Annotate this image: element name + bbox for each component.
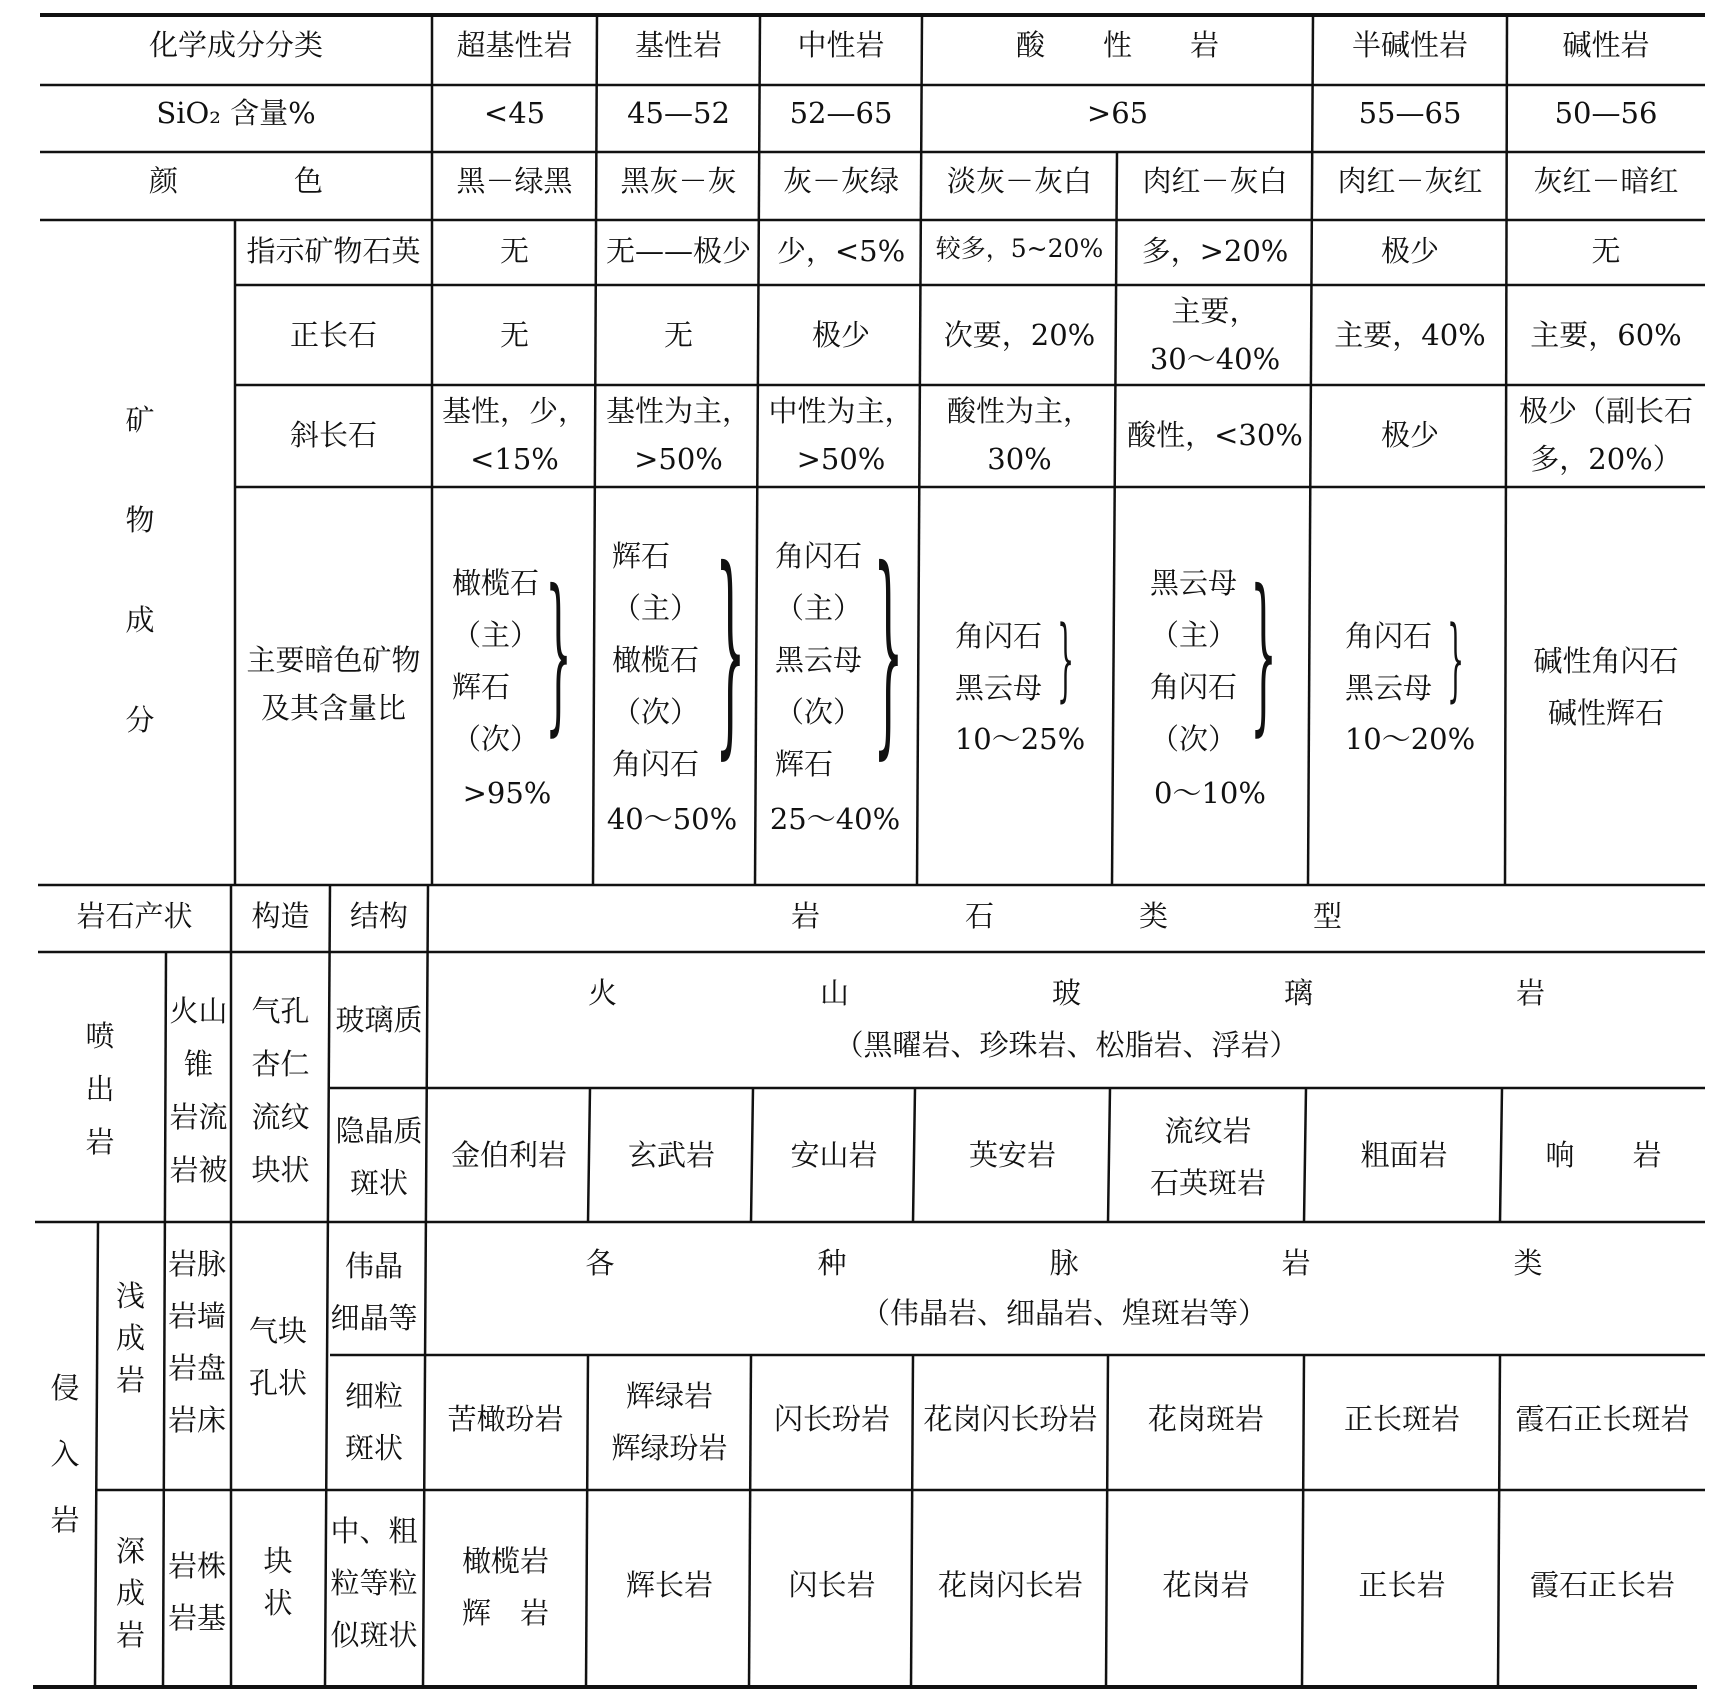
header-type-intermediate: 中性岩 bbox=[797, 28, 885, 62]
dark-mineral-names: 橄榄石 （主） 辉石 （次） bbox=[452, 566, 540, 756]
color-value: 黑－绿黑 bbox=[456, 164, 573, 198]
quartz-value: 无 bbox=[499, 234, 529, 268]
hypabyssal-rock: 闪长玢岩 bbox=[773, 1402, 890, 1436]
dike-texture: 伟晶 细晶等 bbox=[330, 1249, 418, 1335]
plutonic-texture: 中、粗 粒等粒 似斑状 bbox=[330, 1514, 418, 1652]
dark-mineral-ratio: >95% bbox=[462, 776, 552, 810]
extrusive-rock: 安山岩 bbox=[790, 1138, 878, 1172]
intrusive-label: 侵 入 岩 bbox=[50, 1371, 80, 1537]
hypabyssal-rock: 霞石正长斑岩 bbox=[1515, 1402, 1690, 1436]
dark-mineral-names: 黑云母 （主） 角闪石 （次） bbox=[1150, 566, 1238, 756]
dike-rock-line1: 各 种 脉 岩 类 bbox=[585, 1246, 1543, 1280]
header-chem-class: 化学成分分类 bbox=[148, 28, 323, 62]
plutonic-rock: 闪长岩 bbox=[788, 1568, 876, 1602]
color-value: 淡灰－灰白 bbox=[946, 164, 1092, 198]
quartz-value: 较多，5~20% bbox=[935, 234, 1104, 263]
color-value: 灰红－暗红 bbox=[1533, 164, 1679, 198]
plagioclase-label: 斜长石 bbox=[289, 418, 377, 452]
header-type-alkaline: 碱性岩 bbox=[1562, 28, 1650, 62]
structure-header: 构造 bbox=[251, 899, 310, 933]
header-type-acidic: 酸 性 岩 bbox=[1015, 28, 1219, 62]
sio2-value: 52—65 bbox=[789, 96, 893, 130]
orthoclase-value: 主要，60% bbox=[1530, 318, 1682, 352]
texture-header: 结构 bbox=[349, 899, 408, 933]
sio2-value: 55—65 bbox=[1358, 96, 1462, 130]
dark-mineral-ratio: 10～25% bbox=[954, 722, 1086, 756]
color-value: 肉红－灰白 bbox=[1142, 164, 1288, 198]
quartz-label: 指示矿物石英 bbox=[246, 234, 421, 268]
dark-mineral-label: 主要暗色矿物 及其含量比 bbox=[246, 643, 421, 725]
hypabyssal-rock: 辉绿岩 辉绿玢岩 bbox=[611, 1379, 728, 1465]
color-value: 灰－灰绿 bbox=[782, 164, 899, 198]
orthoclase-value: 无 bbox=[663, 318, 693, 352]
dike-rock-line2: （伟晶岩、细晶岩、煌斑岩等） bbox=[860, 1296, 1267, 1330]
brace-icon: } bbox=[545, 554, 573, 752]
quartz-value: 多，>20% bbox=[1141, 234, 1289, 268]
brace-icon: } bbox=[715, 522, 746, 778]
sio2-value: >65 bbox=[1086, 96, 1149, 130]
extrusive-label: 喷 出 岩 bbox=[85, 1019, 115, 1159]
orthoclase-label: 正长石 bbox=[289, 318, 377, 352]
dark-mineral-ratio: 40～50% bbox=[606, 802, 738, 836]
extrusive-rock: 金伯利岩 bbox=[450, 1138, 567, 1172]
dark-mineral-ratio: 10～20% bbox=[1344, 722, 1476, 756]
plagioclase-value: 酸性为主， 30% bbox=[946, 394, 1092, 476]
plutonic-rock: 辉长岩 bbox=[625, 1568, 713, 1602]
plutonic-occurrence: 岩株 岩基 bbox=[167, 1549, 226, 1635]
plagioclase-value: 基性，少， <15% bbox=[441, 394, 587, 476]
dark-mineral-names: 辉石 （主） 橄榄石 （次） 角闪石 bbox=[612, 539, 700, 781]
dark-mineral-names: 角闪石 （主） 黑云母 （次） 辉石 bbox=[775, 539, 863, 781]
color-label: 颜 色 bbox=[148, 164, 323, 198]
brace-icon: } bbox=[1447, 607, 1465, 712]
extrusive-structure: 气孔 杏仁 流纹 块状 bbox=[251, 994, 310, 1187]
glassy-rock-line1: 火 山 玻 璃 岩 bbox=[587, 976, 1545, 1010]
header-type-basic: 基性岩 bbox=[634, 28, 722, 62]
crypto-texture: 隐晶质 斑状 bbox=[335, 1114, 423, 1200]
hypabyssal-occurrence: 岩脉 岩墙 岩盘 岩床 bbox=[167, 1247, 226, 1437]
extrusive-rock: 玄武岩 bbox=[627, 1138, 715, 1172]
extrusive-rock: 粗面岩 bbox=[1360, 1138, 1448, 1172]
brace-icon: } bbox=[1250, 554, 1278, 752]
orthoclase-value: 主要，40% bbox=[1334, 318, 1486, 352]
orthoclase-value: 次要，20% bbox=[943, 318, 1096, 352]
plagioclase-value: 极少 bbox=[1380, 418, 1439, 452]
dark-mineral-names: 碱性角闪石 碱性辉石 bbox=[1533, 644, 1679, 730]
plagioclase-value: 酸性，<30% bbox=[1127, 418, 1303, 452]
porphyry-texture: 细粒 斑状 bbox=[344, 1379, 403, 1465]
mineral-group-label: 矿 物 成 分 bbox=[125, 403, 155, 737]
plagioclase-value: 极少（副长石 多，20%） bbox=[1518, 394, 1693, 476]
plutonic-label: 深 成 岩 bbox=[115, 1534, 145, 1652]
quartz-value: 无 bbox=[1591, 234, 1621, 268]
plutonic-rock: 橄榄岩 辉 岩 bbox=[461, 1544, 549, 1630]
plutonic-rock: 花岗闪长岩 bbox=[937, 1568, 1083, 1602]
dark-mineral-names: 角闪石 黑云母 bbox=[955, 619, 1043, 705]
quartz-value: 少，<5% bbox=[776, 234, 906, 268]
plagioclase-value: 基性为主， >50% bbox=[605, 394, 751, 476]
plagioclase-value: 中性为主， >50% bbox=[768, 394, 914, 476]
brace-icon: } bbox=[1057, 607, 1075, 712]
rock-type-header: 岩 石 类 型 bbox=[790, 899, 1342, 933]
hypabyssal-rock: 花岗斑岩 bbox=[1147, 1402, 1264, 1436]
occurrence-header: 岩石产状 bbox=[76, 899, 193, 933]
plutonic-structure: 块 状 bbox=[263, 1544, 293, 1620]
sio2-label: SiO₂ 含量% bbox=[156, 96, 316, 130]
orthoclase-value: 主要， 30～40% bbox=[1149, 294, 1281, 376]
hypabyssal-rock: 花岗闪长玢岩 bbox=[923, 1402, 1098, 1436]
dark-mineral-names: 角闪石 黑云母 bbox=[1345, 619, 1433, 705]
glassy-rock-line2: （黑曜岩、珍珠岩、松脂岩、浮岩） bbox=[834, 1028, 1299, 1062]
hypabyssal-structure: 气块 孔状 bbox=[248, 1314, 307, 1400]
extrusive-rock: 流纹岩 石英斑岩 bbox=[1149, 1114, 1266, 1200]
orthoclase-value: 无 bbox=[499, 318, 529, 352]
extrusive-rock: 响 岩 bbox=[1545, 1138, 1662, 1172]
color-value: 黑灰－灰 bbox=[620, 164, 737, 198]
dark-mineral-ratio: 0～10% bbox=[1154, 776, 1266, 810]
color-value: 肉红－灰红 bbox=[1337, 164, 1483, 198]
hypabyssal-rock: 正长斑岩 bbox=[1343, 1402, 1460, 1436]
plutonic-rock: 霞石正长岩 bbox=[1529, 1568, 1675, 1602]
header-type-subalkaline: 半碱性岩 bbox=[1351, 28, 1468, 62]
glassy-texture: 玻璃质 bbox=[335, 1003, 423, 1037]
orthoclase-value: 极少 bbox=[811, 318, 870, 352]
quartz-value: 无——极少 bbox=[605, 234, 751, 268]
hypabyssal-label: 浅 成 岩 bbox=[115, 1279, 145, 1397]
header-type-ultrabasic: 超基性岩 bbox=[456, 28, 573, 62]
extrusive-rock: 英安岩 bbox=[968, 1138, 1056, 1172]
quartz-value: 极少 bbox=[1380, 234, 1439, 268]
brace-icon: } bbox=[873, 522, 904, 778]
hypabyssal-rock: 苦橄玢岩 bbox=[447, 1402, 564, 1436]
plutonic-rock: 花岗岩 bbox=[1162, 1568, 1250, 1602]
extrusive-occurrence: 火山 锥 岩流 岩被 bbox=[169, 994, 228, 1187]
plutonic-rock: 正长岩 bbox=[1358, 1568, 1446, 1602]
sio2-value: 45—52 bbox=[627, 96, 730, 130]
sio2-value: 50—56 bbox=[1554, 96, 1658, 130]
sio2-value: <45 bbox=[483, 96, 546, 130]
dark-mineral-ratio: 25～40% bbox=[769, 802, 901, 836]
